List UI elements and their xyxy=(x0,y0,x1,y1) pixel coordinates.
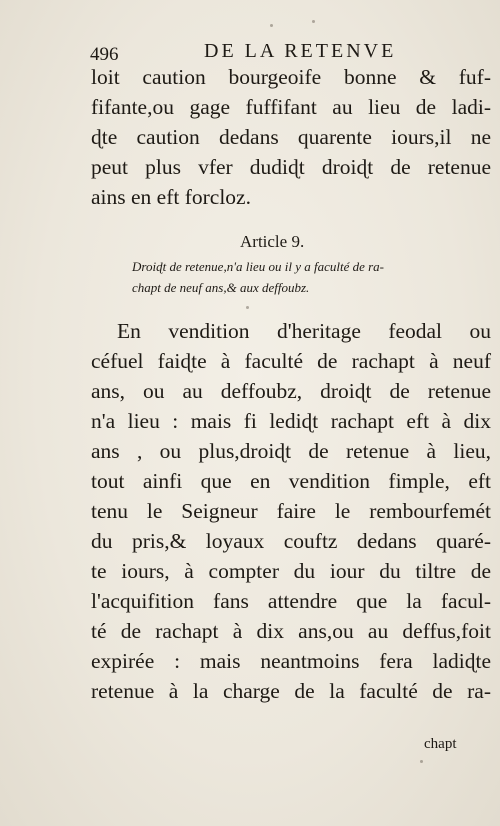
paragraph-1 xyxy=(91,62,491,212)
catchword: chapt xyxy=(424,736,457,752)
text-line: céfuel faiɖte à faculté de rachapt à neuf xyxy=(91,349,491,373)
text-line: du pris,& loyaux couftz dedans quaré- xyxy=(91,529,491,553)
ink-speck xyxy=(270,24,273,27)
text-line: ans , ou plus,droiɖt de retenue à lieu, xyxy=(91,439,491,463)
text-line: ɖte caution dedans quarente iours,il ne xyxy=(91,125,491,149)
text-line: loit caution bourgeoife bonne & fuf- xyxy=(91,65,491,89)
text-line: peut plus vfer dudiɖt droiɖt de retenue xyxy=(91,155,491,179)
summary-line: chapt de neuf ans,& aux deffoubz. xyxy=(132,280,310,295)
ink-speck xyxy=(312,20,315,23)
text-line: expirée : mais neantmoins fera ladiɖte xyxy=(91,649,491,673)
ink-speck xyxy=(420,760,423,763)
text-line: retenue à la charge de la faculté de ra- xyxy=(91,679,491,703)
page-number: 496 xyxy=(90,44,119,65)
text-line: fifante,ou gage fuffifant au lieu de ladi- xyxy=(91,95,491,119)
text-line: En vendition d'heritage feodal ou xyxy=(117,319,491,343)
running-title: DE LA RETENVE xyxy=(204,40,397,62)
text-line: te iours, à compter du iour du tiltre de xyxy=(91,559,491,583)
paragraph-2 xyxy=(91,316,491,706)
text-line: l'acquifition fans attendre que la facul- xyxy=(91,589,491,613)
article-heading: Article 9. xyxy=(240,232,305,251)
ink-speck xyxy=(246,306,249,309)
text-line: tenu le Seigneur faire le rembourfemét xyxy=(91,499,491,523)
text-line: té de rachapt à dix ans,ou au deffus,foit xyxy=(91,619,491,643)
article-summary xyxy=(132,256,442,298)
text-line: tout ainfi que en vendition fimple, eft xyxy=(91,469,491,493)
text-line: ans, ou au deffoubz, droiɖt de retenue xyxy=(91,379,491,403)
text-line: ains en eft forcloz. xyxy=(91,185,251,209)
text-line: n'a lieu : mais fi lediɖt rachapt eft à dix xyxy=(91,409,491,433)
summary-line: Droiɖt de retenue,n'a lieu ou il y a faculté de ra- xyxy=(132,259,385,274)
